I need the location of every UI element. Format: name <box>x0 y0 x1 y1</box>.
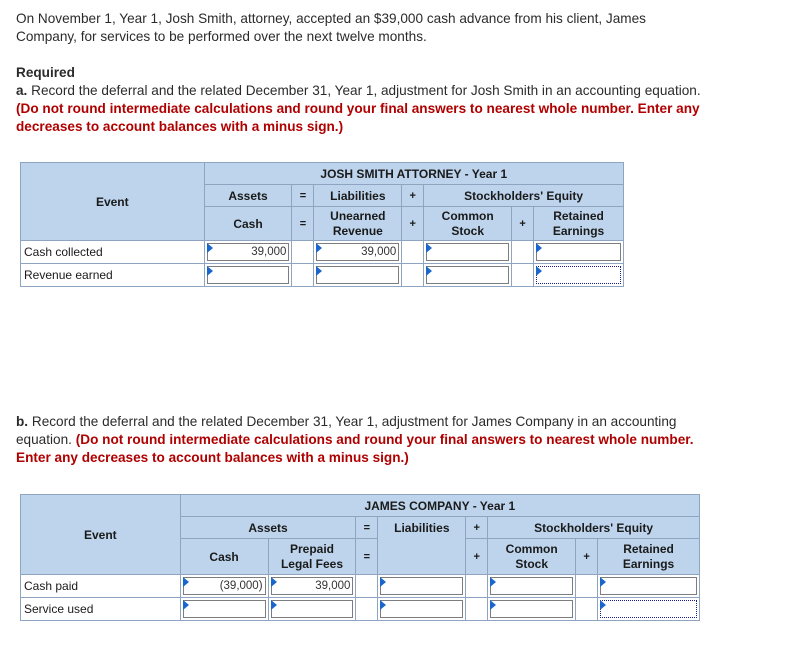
table-title: JOSH SMITH ATTORNEY - Year 1 <box>204 163 623 185</box>
dropdown-flag-icon <box>380 577 386 587</box>
event-cell: Revenue earned <box>21 264 205 287</box>
event-cell: Cash paid <box>21 575 181 598</box>
plus-sign: + <box>466 539 488 575</box>
intro-line-1: On November 1, Year 1, Josh Smith, attorney, accepted an $39,000 cash advance from his client, James <box>16 11 646 26</box>
common-line-2: Stock <box>451 223 485 238</box>
common-stock-input[interactable] <box>426 243 509 261</box>
josh-smith-equation-table <box>20 162 624 287</box>
equals-sign: = <box>356 539 378 575</box>
assets-header: Assets <box>204 185 292 207</box>
stockholders-equity-header: Stockholders' Equity <box>488 517 700 539</box>
dropdown-flag-icon <box>490 600 496 610</box>
retained-line-1: Retained <box>623 541 674 556</box>
prepaid-line-1: Prepaid <box>289 541 334 556</box>
cash-header: Cash <box>180 539 268 575</box>
part-a-note-2: decreases to account balances with a minus sign.) <box>16 119 344 134</box>
plus-sign: + <box>402 207 424 241</box>
part-a-note-1: (Do not round intermediate calculations and round your final answers to nearest whole number. Enter any <box>16 101 700 116</box>
part-b-note-2: Enter any decreases to account balances with a minus sign.) <box>16 450 409 465</box>
retained-earnings-header <box>534 207 624 241</box>
plus-sign: + <box>402 185 424 207</box>
event-cell: Cash collected <box>21 241 205 264</box>
cash-input[interactable]: (39,000) <box>183 577 266 595</box>
cash-input[interactable]: 39,000 <box>207 243 290 261</box>
cash-header: Cash <box>204 207 292 241</box>
dropdown-flag-icon <box>600 600 606 610</box>
james-company-equation-table <box>20 494 700 621</box>
stockholders-equity-header: Stockholders' Equity <box>424 185 624 207</box>
assets-header: Assets <box>180 517 356 539</box>
plus-sign: + <box>576 539 598 575</box>
event-header: Event <box>21 495 181 575</box>
part-b-instruction <box>16 413 676 431</box>
table-row <box>21 241 624 264</box>
unearned-line-2: Revenue <box>332 223 383 238</box>
common-stock-input[interactable] <box>490 600 573 618</box>
event-header: Event <box>21 163 205 241</box>
common-stock-input[interactable] <box>426 266 509 284</box>
table-row <box>21 598 700 621</box>
equals-sign: = <box>292 207 314 241</box>
part-a-text: Record the deferral and the related December 31, Year 1, adjustment for Josh Smith in an accounting equation. <box>27 83 701 98</box>
dropdown-flag-icon <box>490 577 496 587</box>
common-line-2: Stock <box>515 556 549 571</box>
common-stock-input[interactable] <box>490 577 573 595</box>
dropdown-flag-icon <box>183 600 189 610</box>
retained-earnings-input[interactable] <box>536 243 621 261</box>
common-stock-header <box>424 207 512 241</box>
dropdown-flag-icon <box>207 266 213 276</box>
dropdown-flag-icon <box>316 243 322 253</box>
dropdown-flag-icon <box>207 243 213 253</box>
part-b-text-2: equation. <box>16 432 76 447</box>
retained-line-2: Earnings <box>622 556 675 571</box>
dropdown-flag-icon <box>600 577 606 587</box>
unearned-revenue-input[interactable]: 39,000 <box>316 243 399 261</box>
dropdown-flag-icon <box>536 266 542 276</box>
part-b-text-1: Record the deferral and the related December 31, Year 1, adjustment for James Company in an accounting <box>28 414 677 429</box>
part-a-label: a. <box>16 83 28 98</box>
dropdown-flag-icon <box>426 243 432 253</box>
retained-earnings-header <box>598 539 700 575</box>
dropdown-flag-icon <box>426 266 432 276</box>
retained-earnings-input[interactable] <box>536 266 621 284</box>
intro-line-2: Company, for services to be performed over the next twelve months. <box>16 29 427 44</box>
prepaid-legal-fees-header <box>268 539 356 575</box>
liabilities-input[interactable] <box>380 600 463 618</box>
part-a-instruction <box>16 82 701 100</box>
dropdown-flag-icon <box>271 577 277 587</box>
common-stock-header <box>488 539 576 575</box>
dropdown-flag-icon <box>183 577 189 587</box>
dropdown-flag-icon <box>380 600 386 610</box>
liabilities-header: Liabilities <box>378 517 466 575</box>
dropdown-flag-icon <box>271 600 277 610</box>
cash-input[interactable] <box>183 600 266 618</box>
part-b-label: b. <box>16 414 29 429</box>
table-title: JAMES COMPANY - Year 1 <box>180 495 699 517</box>
liabilities-input[interactable] <box>380 577 463 595</box>
retained-line-2: Earnings <box>552 223 605 238</box>
common-line-1: Common <box>441 208 494 223</box>
retained-line-1: Retained <box>553 208 604 223</box>
cash-input[interactable] <box>207 266 290 284</box>
liabilities-header: Liabilities <box>314 185 402 207</box>
dropdown-flag-icon <box>536 243 542 253</box>
retained-earnings-input[interactable] <box>600 600 697 618</box>
prepaid-legal-fees-input[interactable] <box>271 600 354 618</box>
common-line-1: Common <box>505 541 558 556</box>
unearned-line-1: Unearned <box>330 208 386 223</box>
part-b-note-1: (Do not round intermediate calculations and round your final answers to nearest whole number. <box>75 432 694 447</box>
retained-earnings-input[interactable] <box>600 577 697 595</box>
required-heading: Required <box>16 65 75 80</box>
equals-sign: = <box>356 517 378 539</box>
plus-sign: + <box>512 207 534 241</box>
unearned-revenue-header <box>314 207 402 241</box>
table-row <box>21 264 624 287</box>
table-row <box>21 575 700 598</box>
event-cell: Service used <box>21 598 181 621</box>
part-b-line-2 <box>16 431 694 449</box>
dropdown-flag-icon <box>316 266 322 276</box>
unearned-revenue-input[interactable] <box>316 266 399 284</box>
equals-sign: = <box>292 185 314 207</box>
prepaid-legal-fees-input[interactable]: 39,000 <box>271 577 354 595</box>
prepaid-line-2: Legal Fees <box>280 556 343 571</box>
plus-sign: + <box>466 517 488 539</box>
